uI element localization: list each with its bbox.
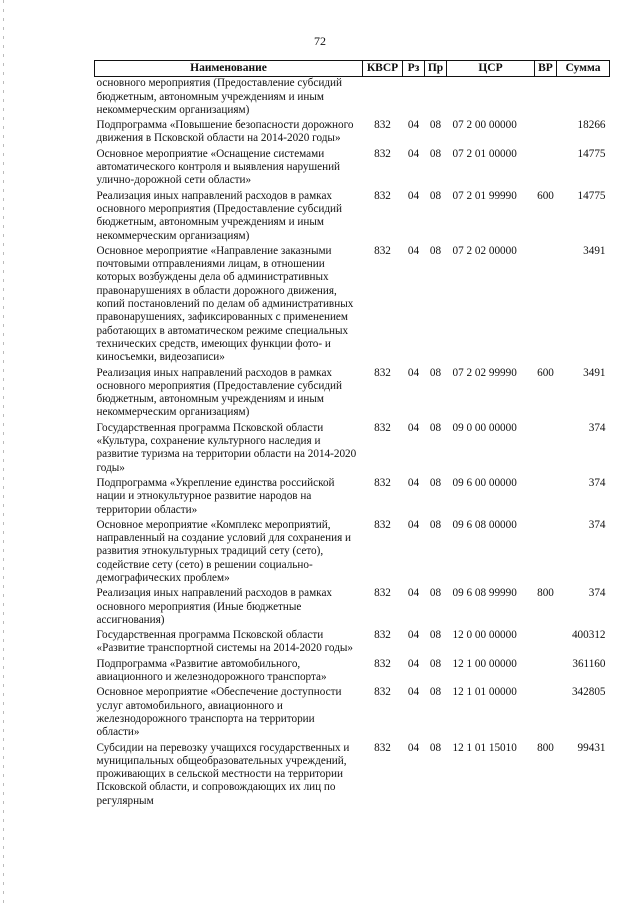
table-row bbox=[95, 517, 610, 585]
cell-pr: 08 bbox=[429, 476, 442, 489]
cell-csr: 07 2 01 99990 bbox=[452, 189, 517, 202]
cell-sum: 361160 bbox=[572, 657, 606, 670]
cell-name: Реализация иных направлений расходов в рамках основного мероприятия (Иные бюджетные ассигнования) bbox=[96, 587, 333, 626]
cell-sum: 342805 bbox=[571, 686, 606, 699]
scan-edge-mark bbox=[3, 0, 4, 905]
cell-pr: 08 bbox=[429, 421, 442, 434]
cell-kvsr: 832 bbox=[374, 421, 391, 434]
table-row bbox=[95, 146, 610, 188]
cell-vr bbox=[535, 475, 557, 517]
cell-name: Реализация иных направлений расходов в рамках основного мероприятия (Предоставление субсидий бюджетным, автономным учреждениям и иным некоммерческим организациям) bbox=[96, 366, 342, 419]
cell-kvsr: 832 bbox=[374, 587, 391, 600]
cell-vr bbox=[535, 77, 557, 117]
cell-name: Государственная программа Псковской области «Культура, сохранение культурного наследия и развитие туризма на территории области на 2014-2020 годы» bbox=[96, 421, 357, 474]
table-row bbox=[95, 740, 610, 808]
cell-csr bbox=[447, 77, 535, 117]
cell-pr: 08 bbox=[429, 366, 442, 379]
header-rz: Рз bbox=[403, 61, 425, 77]
cell-name: Субсидии на перевозку учащихся государственных и муниципальных общеобразовательных учреждений, проживающих в сельской местности на территории Псковской области, и сопровождающих их лиц по регулярным bbox=[96, 741, 350, 807]
cell-pr: 08 bbox=[429, 189, 442, 202]
header-sum: Сумма bbox=[557, 61, 610, 77]
cell-vr bbox=[535, 656, 557, 685]
cell-name: Подпрограмма «Укрепление единства российской нации и этнокультурное развитие народов на территории области» bbox=[96, 476, 335, 516]
cell-rz: 04 bbox=[407, 366, 420, 379]
cell-csr: 09 6 08 99990 bbox=[452, 587, 517, 600]
page-number: 72 bbox=[314, 34, 326, 48]
cell-csr: 12 1 01 15010 bbox=[452, 741, 517, 754]
cell-kvsr: 832 bbox=[374, 476, 391, 489]
table-row bbox=[95, 77, 610, 117]
header-vr: ВР bbox=[535, 61, 557, 77]
cell-name: Основное мероприятие «Оснащение системами автоматического контроля и выявления нарушений улично-дорожной сети области» bbox=[96, 147, 341, 187]
cell-pr: 08 bbox=[429, 244, 442, 257]
cell-rz: 04 bbox=[407, 476, 420, 489]
cell-vr bbox=[535, 243, 557, 365]
cell-name: основного мероприятия (Предоставление субсидий бюджетным, автономным учреждениям и иным некоммерческим организациям) bbox=[96, 77, 342, 116]
cell-rz: 04 bbox=[407, 657, 420, 670]
table-row bbox=[95, 585, 610, 627]
header-kvsr: КВСР bbox=[363, 61, 403, 77]
cell-csr: 07 2 00 00000 bbox=[452, 119, 517, 132]
cell-kvsr: 832 bbox=[374, 629, 391, 642]
header-csr: ЦСР bbox=[447, 61, 535, 77]
cell-csr: 12 0 00 00000 bbox=[452, 629, 517, 642]
cell-vr: 600 bbox=[537, 189, 554, 202]
cell-rz: 04 bbox=[407, 189, 420, 202]
cell-kvsr: 832 bbox=[374, 189, 391, 202]
cell-kvsr: 832 bbox=[374, 119, 391, 132]
table-row bbox=[95, 365, 610, 420]
cell-vr: 800 bbox=[537, 741, 554, 754]
cell-rz: 04 bbox=[407, 518, 420, 531]
cell-kvsr: 832 bbox=[374, 686, 391, 699]
cell-name: Подпрограмма «Развитие автомобильного, авиационного и железнодорожного транспорта» bbox=[96, 657, 327, 684]
cell-pr: 08 bbox=[429, 629, 442, 642]
table-row bbox=[95, 188, 610, 243]
cell-name: Основное мероприятие «Направление заказными почтовыми отправлениями лицам, в отношении которых возбуждены дела об административных правонарушениях в области дорожного движения, копий постановлений по делам об административных правонарушениях, зафиксированных с применением работающих в автоматическом режиме специальных технических средств, имеющих функции фото- и киносъемки, видеозаписи» bbox=[96, 244, 354, 364]
cell-csr: 09 6 00 00000 bbox=[452, 476, 517, 489]
cell-sum: 374 bbox=[588, 518, 606, 531]
cell-name: Государственная программа Псковской области «Развитие транспортной системы на 2014-2020 годы» bbox=[96, 629, 353, 655]
cell-vr bbox=[535, 146, 557, 188]
cell-kvsr: 832 bbox=[374, 244, 391, 257]
table-body bbox=[95, 77, 610, 808]
cell-kvsr: 832 bbox=[374, 657, 391, 670]
cell-pr: 08 bbox=[429, 147, 442, 160]
cell-pr: 08 bbox=[429, 657, 442, 670]
table-row bbox=[95, 475, 610, 517]
cell-kvsr bbox=[363, 77, 403, 117]
cell-vr: 600 bbox=[537, 366, 554, 379]
cell-rz: 04 bbox=[407, 147, 420, 160]
cell-csr: 07 2 01 00000 bbox=[452, 147, 517, 160]
cell-name: Основное мероприятие «Обеспечение доступности услуг автомобильного, авиационного и железнодорожного транспорта на территории области» bbox=[96, 686, 342, 739]
cell-name: Основное мероприятие «Комплекс мероприятий, направленный на создание условий для сохранения и развития этнокультурных традиций сету (сето), содействие сету (сето) в решении социально-демографических проблем» bbox=[96, 518, 352, 584]
table-row bbox=[95, 684, 610, 739]
cell-name: Подпрограмма «Повышение безопасности дорожного движения в Псковской области на 2014-2020 годы» bbox=[96, 119, 354, 145]
cell-rz: 04 bbox=[407, 421, 420, 434]
cell-rz bbox=[403, 77, 425, 117]
cell-sum: 374 bbox=[588, 587, 606, 600]
table-row bbox=[95, 656, 610, 685]
cell-csr: 07 2 02 00000 bbox=[452, 244, 517, 257]
cell-sum: 3491 bbox=[583, 244, 606, 257]
cell-pr bbox=[425, 77, 447, 117]
table-row bbox=[95, 627, 610, 656]
budget-table bbox=[94, 60, 610, 808]
table-row bbox=[95, 420, 610, 475]
cell-csr: 12 1 00 00000 bbox=[452, 657, 517, 670]
cell-sum bbox=[557, 77, 610, 117]
cell-rz: 04 bbox=[407, 686, 420, 699]
cell-sum: 374 bbox=[588, 421, 606, 434]
cell-csr: 09 0 00 00000 bbox=[452, 421, 517, 434]
cell-csr: 07 2 02 99990 bbox=[452, 366, 517, 379]
cell-sum: 374 bbox=[588, 476, 606, 489]
cell-csr: 09 6 08 00000 bbox=[452, 518, 517, 531]
cell-sum: 400312 bbox=[571, 629, 606, 642]
header-pr: Пр bbox=[425, 61, 447, 77]
header-name: Наименование bbox=[95, 61, 363, 77]
cell-vr bbox=[535, 517, 557, 585]
cell-sum: 14775 bbox=[577, 147, 606, 160]
cell-rz: 04 bbox=[407, 119, 420, 132]
cell-name: Реализация иных направлений расходов в рамках основного мероприятия (Предоставление субсидий бюджетным, автономным учреждениям и иным некоммерческим организациям) bbox=[96, 189, 342, 242]
cell-csr: 12 1 01 00000 bbox=[452, 686, 517, 699]
cell-rz: 04 bbox=[407, 587, 420, 600]
cell-vr: 800 bbox=[537, 587, 554, 600]
cell-vr bbox=[535, 420, 557, 475]
cell-pr: 08 bbox=[429, 686, 442, 699]
cell-pr: 08 bbox=[429, 741, 442, 754]
cell-kvsr: 832 bbox=[374, 518, 391, 531]
cell-rz: 04 bbox=[407, 629, 420, 642]
cell-sum: 14775 bbox=[577, 189, 606, 202]
cell-rz: 04 bbox=[407, 741, 420, 754]
cell-kvsr: 832 bbox=[374, 147, 391, 160]
cell-pr: 08 bbox=[429, 518, 442, 531]
cell-vr bbox=[535, 684, 557, 739]
cell-pr: 08 bbox=[429, 587, 442, 600]
cell-sum: 99431 bbox=[577, 741, 606, 754]
cell-pr: 08 bbox=[429, 119, 442, 132]
table-row bbox=[95, 117, 610, 146]
cell-sum: 18266 bbox=[577, 119, 606, 132]
table-header-row bbox=[95, 61, 610, 77]
cell-vr bbox=[535, 627, 557, 656]
cell-rz: 04 bbox=[407, 244, 420, 257]
cell-sum: 3491 bbox=[583, 366, 606, 379]
cell-vr bbox=[535, 117, 557, 146]
cell-kvsr: 832 bbox=[374, 366, 391, 379]
table-row bbox=[95, 243, 610, 365]
cell-kvsr: 832 bbox=[374, 741, 391, 754]
